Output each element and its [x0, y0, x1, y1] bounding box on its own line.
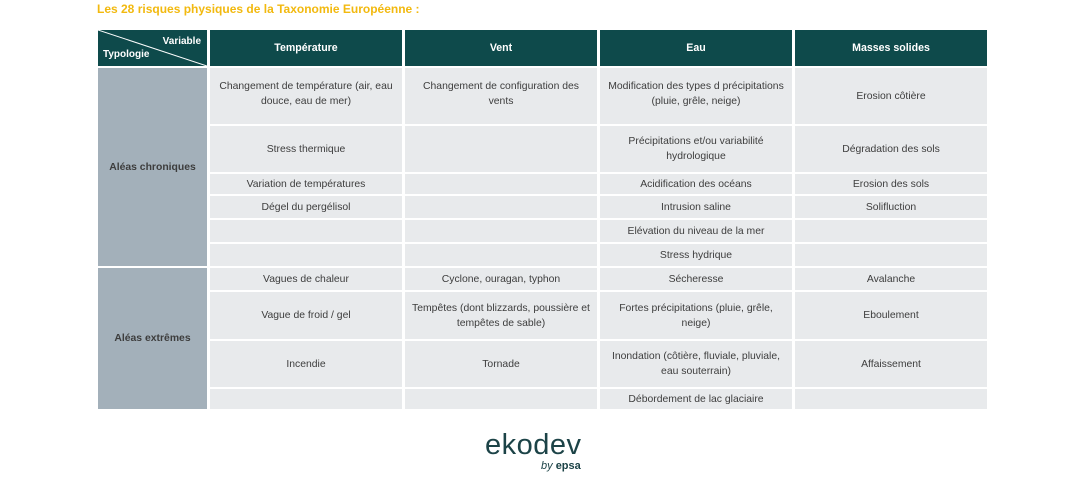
cell: Avalanche	[795, 268, 987, 290]
cell: Tornade	[405, 341, 597, 387]
cell	[210, 389, 402, 409]
cell: Vague de froid / gel	[210, 292, 402, 339]
cell: Elévation du niveau de la mer	[600, 220, 792, 242]
cell: Dégel du pergélisol	[210, 196, 402, 218]
group-chronic: Aléas chroniques	[98, 68, 207, 266]
cell: Acidification des océans	[600, 174, 792, 194]
cell: Erosion des sols	[795, 174, 987, 194]
cell	[405, 126, 597, 172]
variable-label: Variable	[162, 36, 201, 47]
table-row	[98, 196, 987, 218]
table-row	[98, 268, 987, 290]
cell	[405, 196, 597, 218]
cell: Stress hydrique	[600, 244, 792, 266]
cell: Intrusion saline	[600, 196, 792, 218]
cell: Eboulement	[795, 292, 987, 339]
cell: Variation de températures	[210, 174, 402, 194]
group-extreme: Aléas extrêmes	[98, 268, 207, 409]
col-header-temperature: Température	[210, 30, 402, 66]
table-row	[98, 389, 987, 409]
cell: Cyclone, ouragan, typhon	[405, 268, 597, 290]
cell: Précipitations et/ou variabilité hydrologique	[600, 126, 792, 172]
table-row	[98, 174, 987, 194]
col-header-vent: Vent	[405, 30, 597, 66]
logo-byline	[541, 460, 581, 472]
col-header-masses-solides: Masses solides	[795, 30, 987, 66]
table-row	[98, 220, 987, 242]
cell	[405, 389, 597, 409]
ekodev-logo	[485, 430, 597, 474]
cell: Solifluction	[795, 196, 987, 218]
header-row	[98, 30, 987, 66]
cell	[405, 174, 597, 194]
page-title: Les 28 risques physiques de la Taxonomie Européenne :	[97, 2, 420, 16]
cell: Dégradation des sols	[795, 126, 987, 172]
cell: Débordement de lac glaciaire	[600, 389, 792, 409]
cell: Sécheresse	[600, 268, 792, 290]
table-row	[98, 341, 987, 387]
cell: Incendie	[210, 341, 402, 387]
cell	[405, 220, 597, 242]
cell	[795, 244, 987, 266]
table-row	[98, 292, 987, 339]
logo-brand: epsa	[555, 460, 581, 472]
typologie-label: Typologie	[103, 49, 150, 60]
cell: Erosion côtière	[795, 68, 987, 124]
table-row	[98, 68, 987, 124]
col-header-eau: Eau	[600, 30, 792, 66]
table-row	[98, 244, 987, 266]
risk-table	[95, 28, 990, 411]
cell: Inondation (côtière, fluviale, pluviale, eau souterrain)	[600, 341, 792, 387]
table-row	[98, 126, 987, 172]
cell: Changement de configuration des vents	[405, 68, 597, 124]
cell: Fortes précipitations (pluie, grêle, neige)	[600, 292, 792, 339]
cell	[795, 220, 987, 242]
cell: Stress thermique	[210, 126, 402, 172]
cell	[210, 244, 402, 266]
corner-header	[98, 30, 207, 66]
logo-wordmark: ekodev	[485, 429, 582, 461]
cell	[405, 244, 597, 266]
cell: Vagues de chaleur	[210, 268, 402, 290]
logo-by: by	[541, 460, 553, 472]
cell: Affaissement	[795, 341, 987, 387]
cell	[210, 220, 402, 242]
cell: Modification des types d précipitations (pluie, grêle, neige)	[600, 68, 792, 124]
cell: Changement de température (air, eau douce, eau de mer)	[210, 68, 402, 124]
cell	[795, 389, 987, 409]
cell: Tempêtes (dont blizzards, poussière et tempêtes de sable)	[405, 292, 597, 339]
